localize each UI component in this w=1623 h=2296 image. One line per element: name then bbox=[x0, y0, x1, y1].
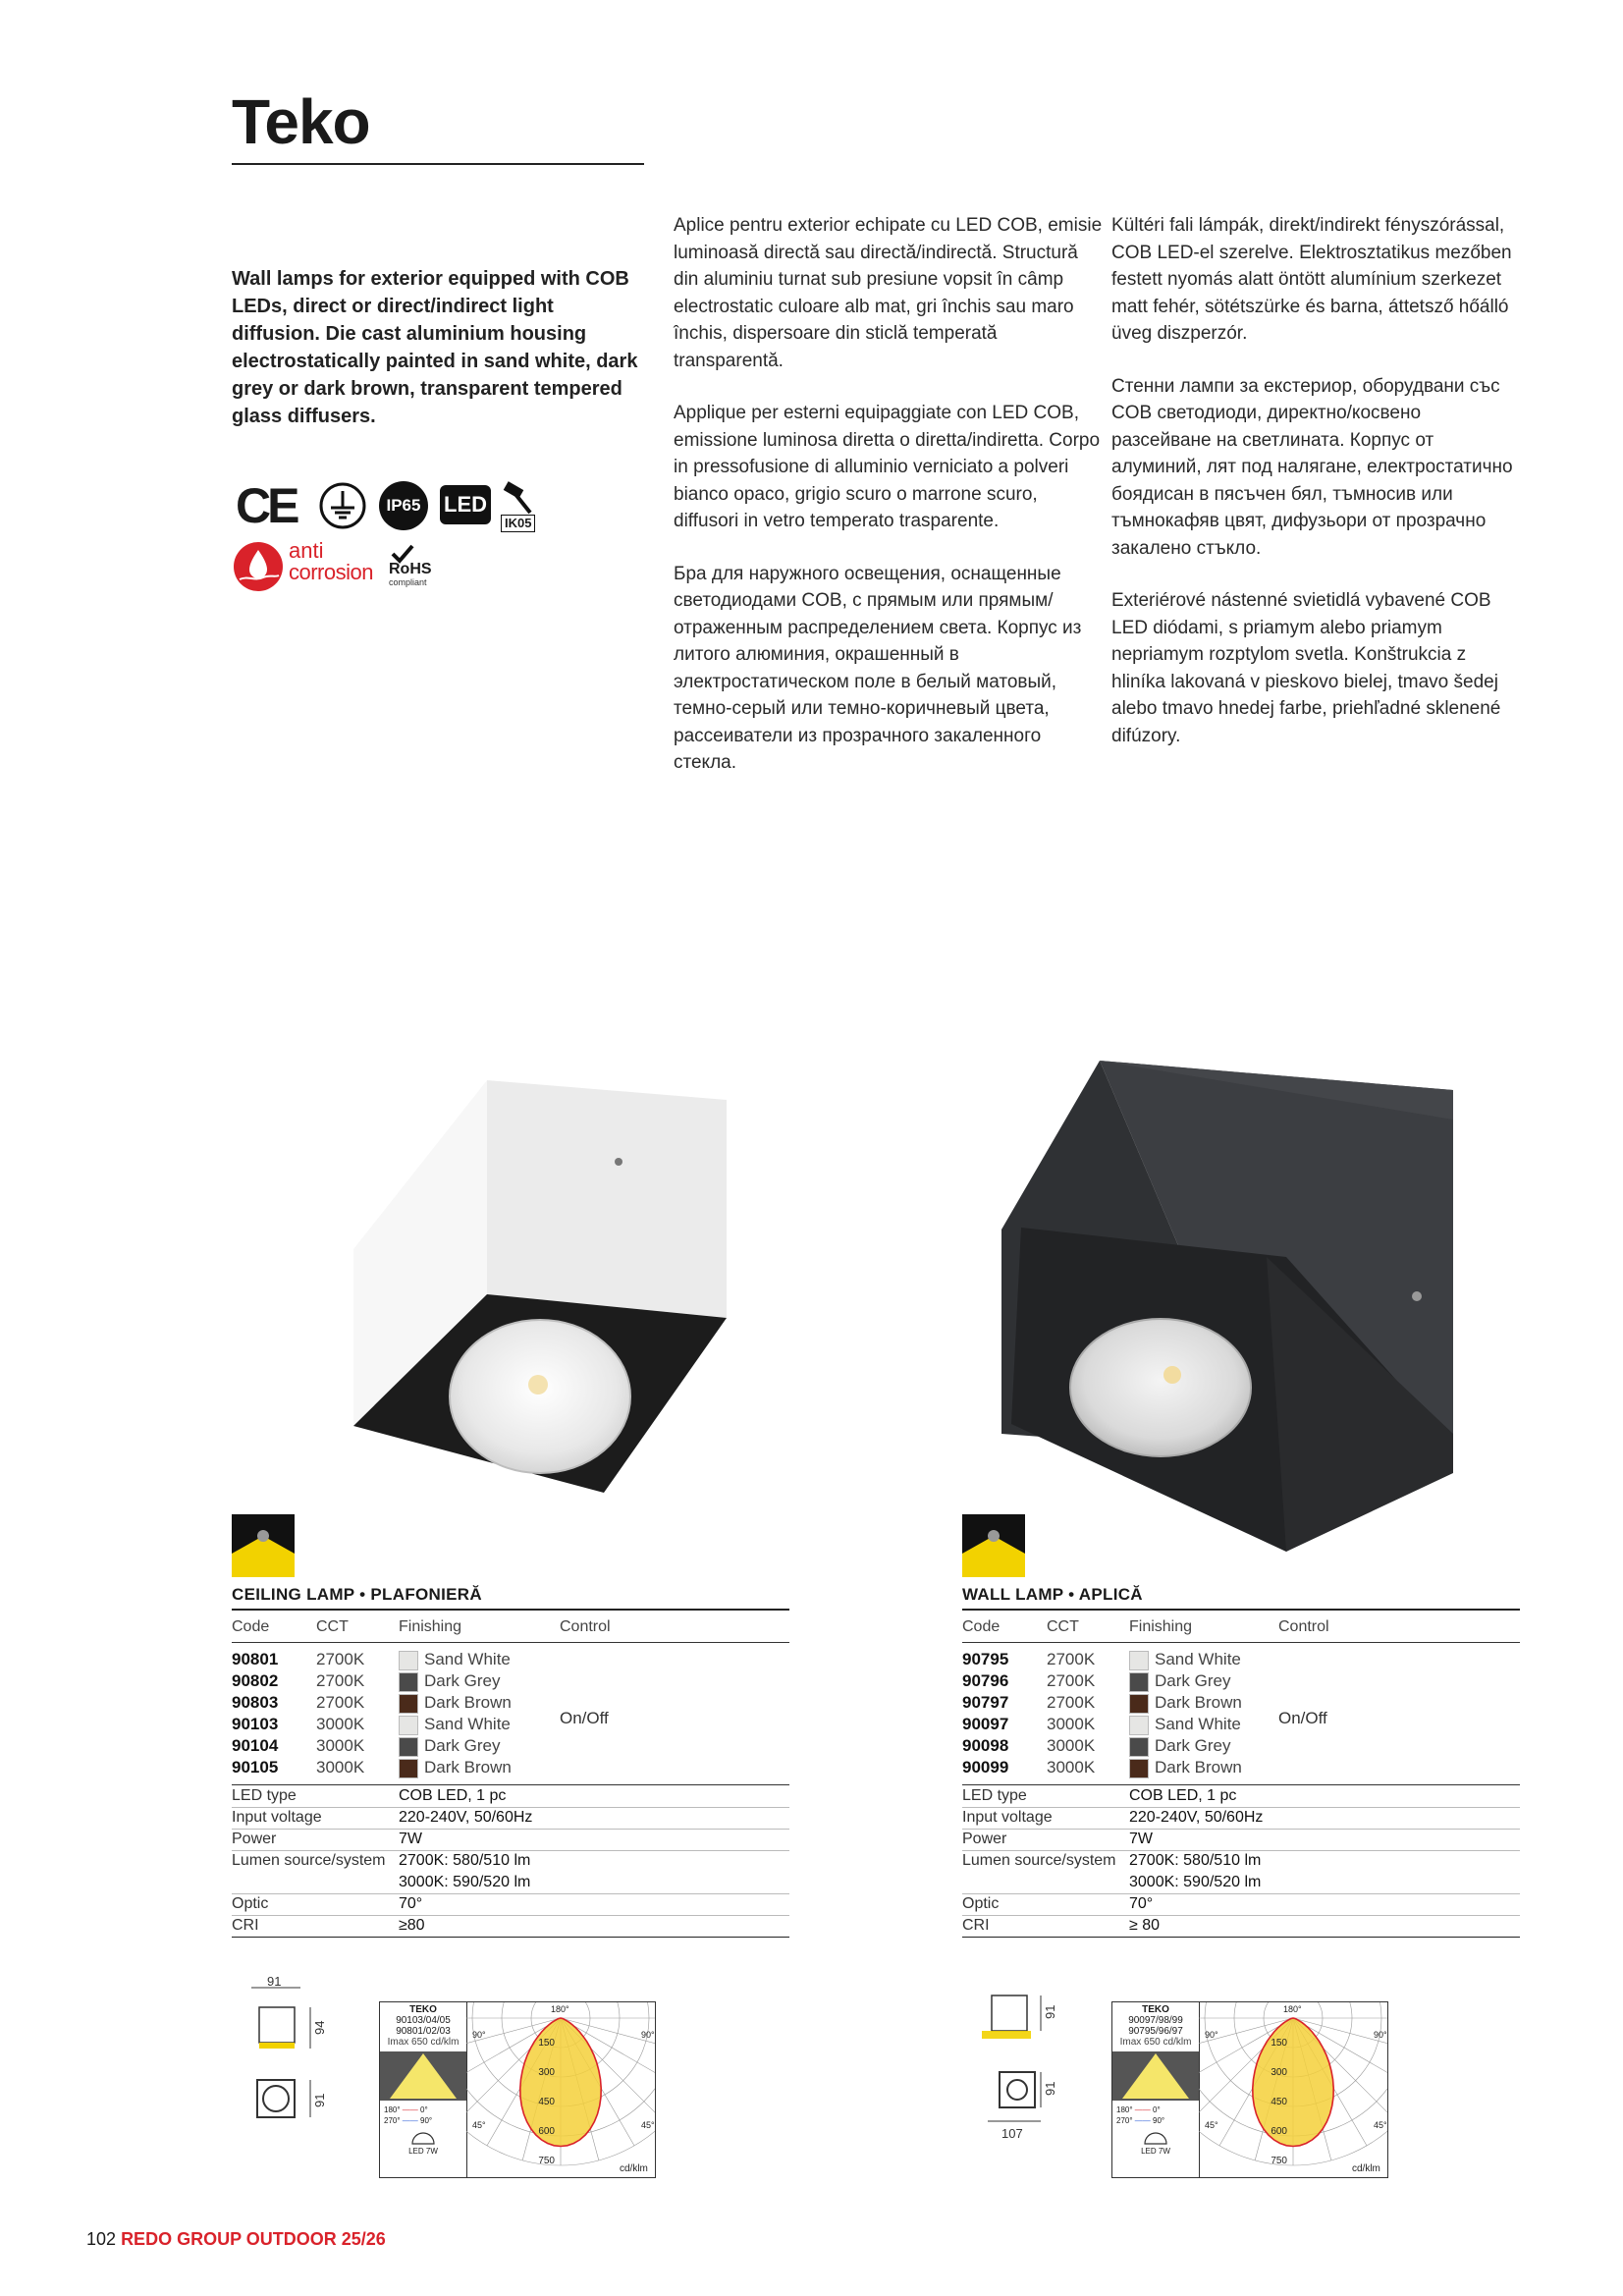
finish-swatch bbox=[1129, 1737, 1149, 1757]
property-label: CRI bbox=[232, 1917, 259, 1934]
angle-label: 45° bbox=[1374, 2120, 1387, 2130]
title-divider bbox=[232, 163, 644, 165]
product-code: 90802 bbox=[232, 1671, 279, 1690]
description-hu: Kültéri fali lámpák, direkt/indirekt fényszórással, COB LED-el szerelve. Elektrosztatikus mezőben festett nyomás alatt öntött alumínium szerkezet matt fehér, sötétszürke és barna, áttetsző hőálló üveg diszperzór. bbox=[1111, 215, 1512, 344]
ring-label: 450 bbox=[1271, 2097, 1287, 2107]
anti-corrosion-label-1: anti bbox=[289, 538, 324, 563]
property-value: 7W bbox=[1129, 1831, 1153, 1847]
angle-label: 180° bbox=[1283, 2004, 1302, 2014]
ceiling-control-value: On/Off bbox=[560, 1709, 609, 1727]
description-ru: Бра для наружного освещения, оснащенные светодиодами COB, с прямым или прямым/ отраженным распределением света. Корпус из литого алюминия, окрашенный в электростатическом поле в белый матовый, темно-серый или темно-коричневый цвета, рассеиватели из прозрачного закаленного стекла. bbox=[674, 563, 1082, 773]
ik05-badge: IK05 bbox=[501, 515, 535, 532]
page-title: Teko bbox=[232, 86, 370, 157]
property-divider bbox=[232, 1937, 789, 1938]
wall-photometry-led: LED 7W bbox=[1141, 2147, 1170, 2156]
cct-value: 2700K bbox=[316, 1650, 365, 1668]
property-label: Input voltage bbox=[232, 1809, 322, 1826]
angle-label: 90° bbox=[641, 2030, 655, 2040]
unit-label: cd/klm bbox=[620, 2163, 648, 2174]
col-code-header: Code bbox=[962, 1618, 1001, 1635]
rohs-label: RoHS bbox=[389, 561, 432, 577]
finish-name: Sand White bbox=[424, 1715, 511, 1733]
finish-swatch bbox=[1129, 1694, 1149, 1714]
product-code: 90796 bbox=[962, 1671, 1009, 1690]
cct-value: 2700K bbox=[1047, 1671, 1096, 1690]
certification-icons-2 bbox=[232, 538, 487, 593]
wall-table-header bbox=[962, 1614, 1520, 1642]
ring-label: 750 bbox=[538, 2156, 555, 2166]
property-divider bbox=[962, 1893, 1520, 1894]
wall-header-rule bbox=[962, 1642, 1520, 1643]
finish-swatch bbox=[399, 1759, 418, 1778]
certification-icons bbox=[236, 477, 589, 536]
cct-value: 3000K bbox=[316, 1715, 365, 1733]
property-label: Input voltage bbox=[962, 1809, 1053, 1826]
unit-label: cd/klm bbox=[1352, 2163, 1380, 2174]
property-label: Power bbox=[232, 1831, 277, 1847]
col-finishing-header: Finishing bbox=[1129, 1618, 1193, 1635]
wall-photometry-legend: 180° —— 0° 270° —— 90° bbox=[1116, 2105, 1165, 2125]
light-beam-icon bbox=[232, 1514, 295, 1577]
wall-variants-table bbox=[962, 1614, 1520, 1939]
property-label: LED type bbox=[232, 1787, 297, 1804]
wall-dim-depth: 91 bbox=[1043, 2081, 1057, 2096]
property-label: Optic bbox=[232, 1895, 269, 1912]
property-value: 70° bbox=[1129, 1895, 1154, 1912]
ceiling-photometry-led: LED 7W bbox=[408, 2147, 438, 2156]
property-divider bbox=[962, 1915, 1520, 1916]
ceiling-polar-diagram bbox=[466, 2002, 655, 2177]
property-value: 70° bbox=[399, 1895, 423, 1912]
ceiling-photometry-name: TEKO bbox=[409, 2004, 437, 2015]
hammer-icon bbox=[501, 481, 540, 515]
ceiling-table-header bbox=[232, 1614, 789, 1642]
col-code-header: Code bbox=[232, 1618, 270, 1635]
angle-label: 90° bbox=[1205, 2030, 1218, 2040]
finish-name: Dark Grey bbox=[1155, 1736, 1231, 1755]
product-code: 90797 bbox=[962, 1693, 1009, 1712]
cct-value: 3000K bbox=[316, 1736, 365, 1755]
finish-swatch bbox=[1129, 1759, 1149, 1778]
property-value: COB LED, 1 pc bbox=[1129, 1787, 1237, 1804]
ip65-icon: IP65 bbox=[379, 481, 428, 530]
wall-lamp-photo bbox=[992, 1061, 1483, 1552]
description-column-2 bbox=[674, 212, 1106, 802]
property-label: Power bbox=[962, 1831, 1007, 1847]
finish-swatch bbox=[1129, 1716, 1149, 1735]
legend-angle-90: 90° bbox=[420, 2116, 433, 2125]
wall-heading-rule bbox=[962, 1609, 1520, 1611]
property-divider bbox=[962, 1937, 1520, 1938]
finish-name: Dark Brown bbox=[1155, 1693, 1242, 1712]
finish-name: Dark Grey bbox=[424, 1736, 501, 1755]
angle-label: 45° bbox=[641, 2120, 655, 2130]
ceiling-photometry-legend: 180° —— 0° 270° —— 90° bbox=[384, 2105, 433, 2125]
angle-label: 45° bbox=[1205, 2120, 1218, 2130]
description-en: Wall lamps for exterior equipped with COB LEDs, direct or direct/indirect light diffusion. Die cast aluminium housing electrostatically painted in sand white, dark grey or dark brown, transparent tempered glass diffusers. bbox=[232, 268, 638, 427]
property-value: 220-240V, 50/60Hz bbox=[399, 1809, 533, 1826]
ceiling-dim-width: 91 bbox=[267, 1976, 282, 1989]
description-column-3 bbox=[1111, 212, 1524, 775]
property-divider bbox=[232, 1915, 789, 1916]
ceiling-photometric-chart bbox=[379, 2001, 656, 2178]
beam-preview-icon bbox=[380, 2051, 466, 2101]
ceiling-header-rule bbox=[232, 1642, 789, 1643]
finish-name: Dark Grey bbox=[424, 1671, 501, 1690]
property-value: ≥ 80 bbox=[1129, 1917, 1161, 1934]
finish-name: Sand White bbox=[1155, 1715, 1241, 1733]
ring-label: 600 bbox=[538, 2126, 555, 2137]
property-value: 3000K: 590/520 lm bbox=[399, 1874, 531, 1890]
rohs-compliant-label: compliant bbox=[389, 577, 427, 587]
wall-lamp-heading: WALL LAMP • APLICĂ bbox=[962, 1585, 1143, 1604]
anti-corrosion-label-2: corrosion bbox=[289, 560, 373, 584]
product-code: 90795 bbox=[962, 1650, 1009, 1668]
led-lamp-icon bbox=[1141, 2132, 1170, 2146]
ceiling-heading-rule bbox=[232, 1609, 789, 1611]
property-divider bbox=[962, 1829, 1520, 1830]
finish-swatch bbox=[399, 1737, 418, 1757]
property-value: 220-240V, 50/60Hz bbox=[1129, 1809, 1264, 1826]
property-label: CRI bbox=[962, 1917, 990, 1934]
distribution-curve bbox=[1253, 2018, 1333, 2147]
cct-value: 3000K bbox=[316, 1758, 365, 1777]
cct-value: 2700K bbox=[316, 1693, 365, 1712]
finish-swatch bbox=[399, 1672, 418, 1692]
col-cct-header: CCT bbox=[1047, 1618, 1079, 1635]
legend-angle-0: 0° bbox=[1153, 2105, 1161, 2114]
product-code: 90801 bbox=[232, 1650, 279, 1668]
ceiling-rows bbox=[232, 1649, 789, 1784]
description-bg: Стенни лампи за екстериор, оборудвани със COB светодиоди, директно/косвено разсейване на светлината. Корпус от алуминий, лят под налягане, електростатично боядисан в пясъчен бял, тъмносив или тъмнокафяв цвят, дифузьори от прозрачно закалено стъкло. bbox=[1111, 375, 1513, 559]
property-value: ≥80 bbox=[399, 1917, 425, 1934]
downlight-distribution-icon bbox=[232, 1514, 295, 1577]
finish-name: Dark Brown bbox=[424, 1693, 512, 1712]
col-control-header: Control bbox=[560, 1618, 611, 1635]
wall-photometry-codes-1: 90097/98/99 bbox=[1128, 2015, 1183, 2026]
legend-angle-270: 270° bbox=[384, 2116, 401, 2125]
property-divider bbox=[232, 1829, 789, 1830]
description-sk: Exteriérové nástenné svietidlá vybavené COB LED diódami, s priamym alebo priamym nepriamym rozptylom svetla. Konštrukcia z hliníka lakovaná v pieskovo bielej, tmavo šedej alebo tmavo hnedej farbe, priehľadné sklenené difúzory. bbox=[1111, 590, 1501, 746]
wall-control-value: On/Off bbox=[1278, 1709, 1327, 1727]
finish-swatch bbox=[399, 1651, 418, 1670]
finish-swatch bbox=[1129, 1651, 1149, 1670]
wall-dim-height: 91 bbox=[1043, 2004, 1057, 2019]
ceiling-lamp-heading: CEILING LAMP • PLAFONIERĂ bbox=[232, 1585, 482, 1604]
angle-label: 180° bbox=[551, 2004, 569, 2014]
angle-label: 90° bbox=[1374, 2030, 1387, 2040]
led-icon: LED bbox=[440, 485, 491, 524]
legend-angle-180: 180° bbox=[1116, 2105, 1133, 2114]
ceiling-photometry-imax: Imax 650 cd/klm bbox=[387, 2037, 460, 2048]
wall-photometry-imax: Imax 650 cd/klm bbox=[1119, 2037, 1192, 2048]
cct-value: 2700K bbox=[1047, 1650, 1096, 1668]
ceiling-properties bbox=[232, 1785, 789, 1939]
light-beam-icon bbox=[962, 1514, 1025, 1577]
ceiling-dim-height: 94 bbox=[312, 2020, 327, 2035]
ceiling-photometry-codes-2: 90801/02/03 bbox=[396, 2026, 451, 2037]
product-code: 90803 bbox=[232, 1693, 279, 1712]
ring-label: 150 bbox=[538, 2038, 555, 2049]
wall-polar-diagram bbox=[1199, 2002, 1387, 2177]
finish-name: Sand White bbox=[1155, 1650, 1241, 1668]
property-value: COB LED, 1 pc bbox=[399, 1787, 507, 1804]
page-footer bbox=[86, 2229, 386, 2250]
finish-swatch bbox=[399, 1694, 418, 1714]
product-code: 90097 bbox=[962, 1715, 1009, 1733]
col-control-header: Control bbox=[1278, 1618, 1329, 1635]
finish-name: Dark Brown bbox=[424, 1758, 512, 1777]
property-value: 2700K: 580/510 lm bbox=[399, 1852, 531, 1869]
property-label: Lumen source/system bbox=[232, 1852, 386, 1869]
description-it: Applique per esterni equipaggiate con LED COB, emissione luminosa diretta o diretta/indiretta. Corpo in pressofusione di alluminio verniciato a polveri bianco opaco, grigio scuro o marrone scuro, diffusori in vetro temperato trasparente. bbox=[674, 403, 1101, 531]
legend-angle-0: 0° bbox=[420, 2105, 428, 2114]
ring-label: 600 bbox=[1271, 2126, 1287, 2137]
finish-name: Dark Grey bbox=[1155, 1671, 1231, 1690]
cct-value: 3000K bbox=[1047, 1758, 1096, 1777]
ceiling-lamp-photo bbox=[334, 1061, 766, 1532]
ring-label: 300 bbox=[538, 2067, 555, 2078]
ring-label: 150 bbox=[1271, 2038, 1287, 2049]
cct-value: 2700K bbox=[1047, 1693, 1096, 1712]
led-lamp-icon bbox=[408, 2132, 438, 2146]
angle-label: 45° bbox=[472, 2120, 486, 2130]
col-cct-header: CCT bbox=[316, 1618, 349, 1635]
wall-dimension-drawing bbox=[978, 1976, 1086, 2143]
wall-properties bbox=[962, 1785, 1520, 1939]
wall-dim-width: 107 bbox=[1001, 2126, 1023, 2141]
property-divider bbox=[232, 1893, 789, 1894]
legend-angle-270: 270° bbox=[1116, 2116, 1133, 2125]
ceiling-dim-depth: 91 bbox=[312, 2093, 327, 2107]
wall-photometry-codes-2: 90795/96/97 bbox=[1128, 2026, 1183, 2037]
distribution-curve bbox=[520, 2018, 601, 2147]
product-code: 90103 bbox=[232, 1715, 279, 1733]
cct-value: 3000K bbox=[1047, 1736, 1096, 1755]
product-code: 90104 bbox=[232, 1736, 279, 1755]
property-label: Lumen source/system bbox=[962, 1852, 1116, 1869]
ring-label: 750 bbox=[1271, 2156, 1287, 2166]
wall-photometry-name: TEKO bbox=[1142, 2004, 1169, 2015]
ce-mark-icon: CE bbox=[236, 478, 297, 533]
cct-value: 2700K bbox=[316, 1671, 365, 1690]
ceiling-dimension-drawing bbox=[232, 1976, 359, 2123]
property-value: 3000K: 590/520 lm bbox=[1129, 1874, 1262, 1890]
cct-value: 3000K bbox=[1047, 1715, 1096, 1733]
anti-corrosion-icon bbox=[232, 540, 285, 593]
ceiling-photometry-info bbox=[380, 2002, 467, 2177]
product-code: 90098 bbox=[962, 1736, 1009, 1755]
ring-label: 300 bbox=[1271, 2067, 1287, 2078]
legend-angle-90: 90° bbox=[1153, 2116, 1165, 2125]
property-label: Optic bbox=[962, 1895, 1000, 1912]
product-code: 90099 bbox=[962, 1758, 1009, 1777]
angle-label: 90° bbox=[472, 2030, 486, 2040]
wall-rows bbox=[962, 1649, 1520, 1784]
finish-name: Sand White bbox=[424, 1650, 511, 1668]
finish-swatch bbox=[399, 1716, 418, 1735]
earth-ground-icon bbox=[318, 481, 367, 530]
wall-distribution-icon bbox=[962, 1514, 1025, 1577]
page-number: 102 bbox=[86, 2229, 117, 2249]
property-label: LED type bbox=[962, 1787, 1027, 1804]
property-value: 7W bbox=[399, 1831, 422, 1847]
catalog-brand: REDO GROUP OUTDOOR 25/26 bbox=[121, 2229, 386, 2249]
legend-angle-180: 180° bbox=[384, 2105, 401, 2114]
wall-photometric-chart bbox=[1111, 2001, 1388, 2178]
ring-label: 450 bbox=[538, 2097, 555, 2107]
property-value: 2700K: 580/510 lm bbox=[1129, 1852, 1262, 1869]
product-code: 90105 bbox=[232, 1758, 279, 1777]
finish-name: Dark Brown bbox=[1155, 1758, 1242, 1777]
ceiling-variants-table bbox=[232, 1614, 789, 1939]
beam-preview-icon bbox=[1112, 2051, 1199, 2101]
finish-swatch bbox=[1129, 1672, 1149, 1692]
wall-photometry-info bbox=[1112, 2002, 1200, 2177]
description-ro: Aplice pentru exterior echipate cu LED COB, emisie luminoasă directă sau directă/indirectă. Structură din aluminiu turnat sub presiune vopsit în câmp electrostatic culoare alb mat, gri închis sau maro închis, dispersoare din sticlă temperată transparentă. bbox=[674, 215, 1103, 371]
ceiling-photometry-codes-1: 90103/04/05 bbox=[396, 2015, 451, 2026]
col-finishing-header: Finishing bbox=[399, 1618, 462, 1635]
